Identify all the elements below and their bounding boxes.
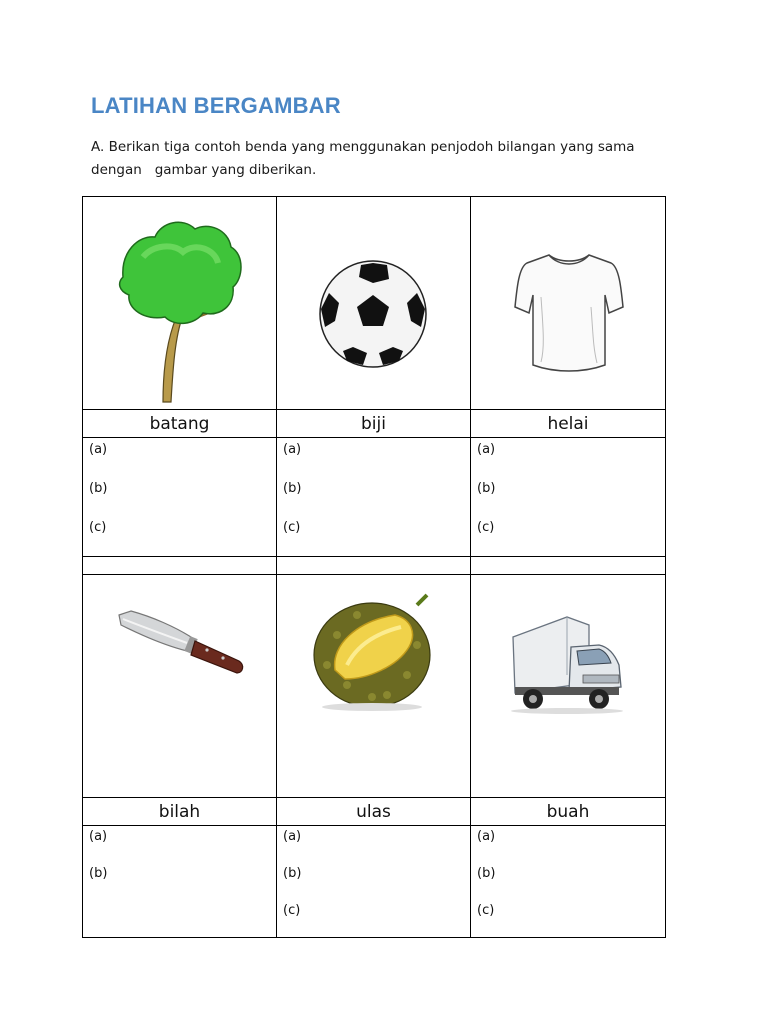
- spacer-cell: [83, 557, 277, 575]
- soccer-ball-icon: [277, 197, 471, 409]
- answer-b[interactable]: (b): [477, 481, 496, 496]
- truck-icon: [471, 575, 666, 797]
- picture-cell-durian: [277, 575, 471, 798]
- tshirt-icon: [471, 197, 666, 409]
- label-biji: biji: [277, 410, 471, 438]
- answer-cell-ulas[interactable]: [277, 826, 471, 938]
- spacer-cell: [471, 557, 666, 575]
- picture-cell-tree: [83, 197, 277, 410]
- durian-icon: [277, 575, 471, 797]
- instruction-text: [91, 136, 651, 182]
- answer-cell-helai[interactable]: [471, 438, 666, 557]
- answer-c[interactable]: (c): [89, 520, 107, 535]
- answer-b[interactable]: (b): [477, 866, 496, 881]
- label-helai: helai: [471, 410, 666, 438]
- answer-b[interactable]: (b): [283, 481, 302, 496]
- answer-cell-biji[interactable]: [277, 438, 471, 557]
- answer-c[interactable]: (c): [477, 903, 495, 918]
- label-buah: buah: [471, 798, 666, 826]
- label-batang: batang: [83, 410, 277, 438]
- picture-cell-tshirt: [471, 197, 666, 410]
- spacer-cell: [277, 557, 471, 575]
- answer-c[interactable]: (c): [477, 520, 495, 535]
- answer-b[interactable]: (b): [283, 866, 302, 881]
- instruction-line-2: dengan gambar yang diberikan.: [91, 162, 317, 178]
- answer-a[interactable]: (a): [283, 829, 302, 844]
- label-ulas: ulas: [277, 798, 471, 826]
- knife-icon: [83, 575, 277, 797]
- answer-b[interactable]: (b): [89, 481, 108, 496]
- picture-cell-knife: [83, 575, 277, 798]
- instruction-line-1: A. Berikan tiga contoh benda yang menggunakan penjodoh bilangan yang sama: [91, 139, 635, 155]
- answer-cell-buah[interactable]: [471, 826, 666, 938]
- answer-a[interactable]: (a): [89, 442, 108, 457]
- answer-cell-bilah[interactable]: [83, 826, 277, 938]
- answer-b[interactable]: (b): [89, 866, 108, 881]
- exercise-table: [82, 196, 666, 938]
- answer-a[interactable]: (a): [477, 442, 496, 457]
- label-bilah: bilah: [83, 798, 277, 826]
- picture-cell-truck: [471, 575, 666, 798]
- answer-c[interactable]: (c): [283, 520, 301, 535]
- picture-cell-ball: [277, 197, 471, 410]
- page-title: LATIHAN BERGAMBAR: [91, 93, 341, 118]
- answer-a[interactable]: (a): [283, 442, 302, 457]
- answer-a[interactable]: (a): [89, 829, 108, 844]
- answer-a[interactable]: (a): [477, 829, 496, 844]
- answer-c[interactable]: (c): [283, 903, 301, 918]
- tree-icon: [83, 197, 277, 409]
- answer-cell-batang[interactable]: [83, 438, 277, 557]
